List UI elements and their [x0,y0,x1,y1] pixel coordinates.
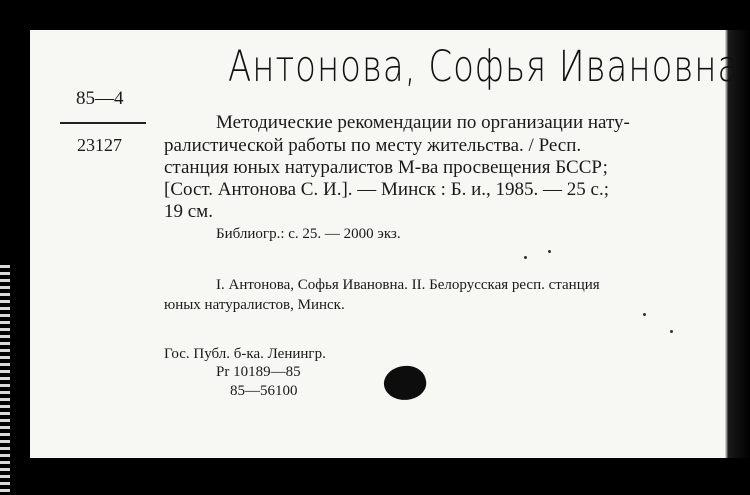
speck [548,250,551,253]
speck [524,256,527,259]
description-line: 19 см. [164,201,213,222]
tracings-line: юных натуралистов, Минск. [164,297,345,313]
description-line: станция юных натуралистов М-ва просвещения БССР; [164,157,608,178]
description-line: [Сост. Антонова С. И.]. — Минск : Б. и., 1985. — 25 с.; [164,179,609,200]
speck [643,313,646,316]
divider-line [60,122,146,124]
scan-border [0,265,10,495]
speck [670,330,673,333]
pr-number: Pr 10189—85 [216,364,301,380]
card-edge [714,30,750,458]
tracings-line: I. Антонова, Софья Ивановна. II. Белорусская респ. станция [216,277,600,293]
accession-number: 23127 [77,135,122,155]
description-line: Методические рекомендации по организации нату- [216,112,630,133]
bibliography-note: Библиогр.: с. 25. — 2000 экз. [216,226,401,242]
handwritten-author: Антонова, Софья Ивановна [228,42,740,92]
library-name: Гос. Публ. б-ка. Ленингр. [164,346,326,362]
card-paper [30,30,720,458]
control-number: 85—56100 [230,383,298,399]
description-line: ралистической работы по месту жительства. / Респ. [164,135,582,156]
classification-number: 85—4 [76,88,124,109]
